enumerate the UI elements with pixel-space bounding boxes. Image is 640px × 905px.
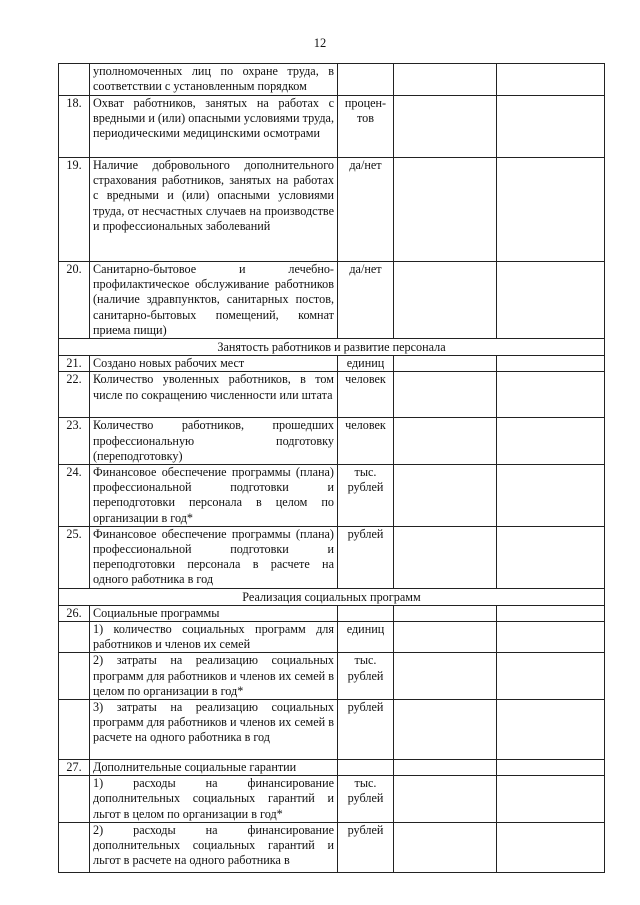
table-row: [59, 605, 605, 621]
value-cell: [394, 262, 497, 339]
table-row: [59, 418, 605, 465]
page-number: 12: [313, 36, 327, 50]
indicator-name: Дополнительные социальные гарантии: [90, 760, 338, 776]
indicator-name: Финансовое обеспечение программы (плана) профессиональной подготовки и переподготовки персонала в целом по организации в год*: [90, 465, 338, 527]
indicator-name: Охват работников, занятых на работах с вредными и (или) опасными условиями труда, периодическими медицинскими осмотрами: [90, 96, 338, 158]
unit-of-measure: тыс. рублей: [338, 653, 394, 700]
value-cell: [394, 622, 497, 653]
unit-of-measure: человек: [338, 372, 394, 418]
indicator-name: Санитарно-бытовое и лечебно-профилактическое обслуживание работников (наличие здравпунктов, санитарных постов, санитарно-бытовых помещений, комнат приема пищи): [90, 262, 338, 339]
value-cell: [394, 760, 497, 776]
indicator-name: 3) затраты на реализацию социальных программ для работников и членов их семей в расчете на одного работника в год: [90, 700, 338, 760]
value-cell: [394, 822, 497, 872]
table-row: [59, 760, 605, 776]
value-cell: [394, 526, 497, 588]
row-number: 22.: [59, 372, 90, 418]
value-cell: [497, 465, 605, 527]
unit-of-measure: тыс. рублей: [338, 776, 394, 823]
table-row: [59, 822, 605, 872]
table-row: [59, 653, 605, 700]
value-cell: [497, 64, 605, 96]
table-row: [59, 526, 605, 588]
section-heading-row: [59, 339, 605, 356]
row-number: 24.: [59, 465, 90, 527]
value-cell: [394, 465, 497, 527]
table-row: [59, 262, 605, 339]
table-row: [59, 622, 605, 653]
value-cell: [497, 418, 605, 465]
value-cell: [497, 822, 605, 872]
value-cell: [394, 418, 497, 465]
section-heading: Занятость работников и развитие персонала: [59, 339, 605, 356]
table-row: [59, 776, 605, 823]
indicator-name: Количество работников, прошедших профессиональную подготовку (переподготовку): [90, 418, 338, 465]
indicator-name: 2) расходы на финансирование дополнительных социальных гарантий и льгот в расчете на одного работника в: [90, 822, 338, 872]
table-row: [59, 96, 605, 158]
indicator-name: Социальные программы: [90, 605, 338, 621]
value-cell: [497, 700, 605, 760]
row-number: [59, 653, 90, 700]
value-cell: [394, 372, 497, 418]
indicator-name: Количество уволенных работников, в том числе по сокращению численности или штата: [90, 372, 338, 418]
value-cell: [394, 700, 497, 760]
unit-of-measure: рублей: [338, 700, 394, 760]
row-number: [59, 64, 90, 96]
indicator-name: 2) затраты на реализацию социальных программ для работников и членов их семей в целом по организации в год*: [90, 653, 338, 700]
row-number: 27.: [59, 760, 90, 776]
value-cell: [497, 96, 605, 158]
value-cell: [394, 64, 497, 96]
value-cell: [497, 262, 605, 339]
unit-of-measure: [338, 64, 394, 96]
unit-of-measure: рублей: [338, 526, 394, 588]
table-row: [59, 700, 605, 760]
value-cell: [497, 622, 605, 653]
value-cell: [497, 526, 605, 588]
row-number: 23.: [59, 418, 90, 465]
value-cell: [394, 96, 497, 158]
table-row: [59, 64, 605, 96]
unit-of-measure: процен-тов: [338, 96, 394, 158]
row-number: 18.: [59, 96, 90, 158]
indicator-table-body: [59, 64, 605, 873]
table-row: [59, 372, 605, 418]
row-number: 19.: [59, 158, 90, 262]
section-heading: Реализация социальных программ: [59, 588, 605, 605]
value-cell: [497, 158, 605, 262]
value-cell: [497, 605, 605, 621]
row-number: [59, 700, 90, 760]
indicator-name: уполномоченных лиц по охране труда, в соответствии с установленным порядком: [90, 64, 338, 96]
unit-of-measure: да/нет: [338, 158, 394, 262]
row-number: [59, 822, 90, 872]
value-cell: [394, 605, 497, 621]
value-cell: [497, 372, 605, 418]
value-cell: [497, 760, 605, 776]
unit-of-measure: рублей: [338, 822, 394, 872]
section-heading-row: [59, 588, 605, 605]
indicator-name: Финансовое обеспечение программы (плана) профессиональной подготовки и переподготовки персонала в расчете на одного работника в год: [90, 526, 338, 588]
table-row: [59, 356, 605, 372]
value-cell: [497, 356, 605, 372]
value-cell: [394, 356, 497, 372]
indicator-table: [58, 63, 605, 873]
unit-of-measure: единиц: [338, 622, 394, 653]
row-number: 25.: [59, 526, 90, 588]
indicator-name: Создано новых рабочих мест: [90, 356, 338, 372]
table-row: [59, 158, 605, 262]
row-number: 26.: [59, 605, 90, 621]
unit-of-measure: да/нет: [338, 262, 394, 339]
value-cell: [497, 776, 605, 823]
unit-of-measure: [338, 760, 394, 776]
row-number: 20.: [59, 262, 90, 339]
value-cell: [394, 776, 497, 823]
row-number: [59, 622, 90, 653]
row-number: 21.: [59, 356, 90, 372]
value-cell: [394, 653, 497, 700]
unit-of-measure: единиц: [338, 356, 394, 372]
indicator-name: 1) расходы на финансирование дополнительных социальных гарантий и льгот в целом по организации в год*: [90, 776, 338, 823]
unit-of-measure: тыс. рублей: [338, 465, 394, 527]
unit-of-measure: человек: [338, 418, 394, 465]
indicator-name: Наличие добровольного дополнительного страхования работников, занятых на работах с вредными и (или) опасными условиями труда, от несчастных случаев на производстве и профессиональных заболеваний: [90, 158, 338, 262]
indicator-name: 1) количество социальных программ для работников и членов их семей: [90, 622, 338, 653]
value-cell: [497, 653, 605, 700]
row-number: [59, 776, 90, 823]
unit-of-measure: [338, 605, 394, 621]
value-cell: [394, 158, 497, 262]
table-row: [59, 465, 605, 527]
